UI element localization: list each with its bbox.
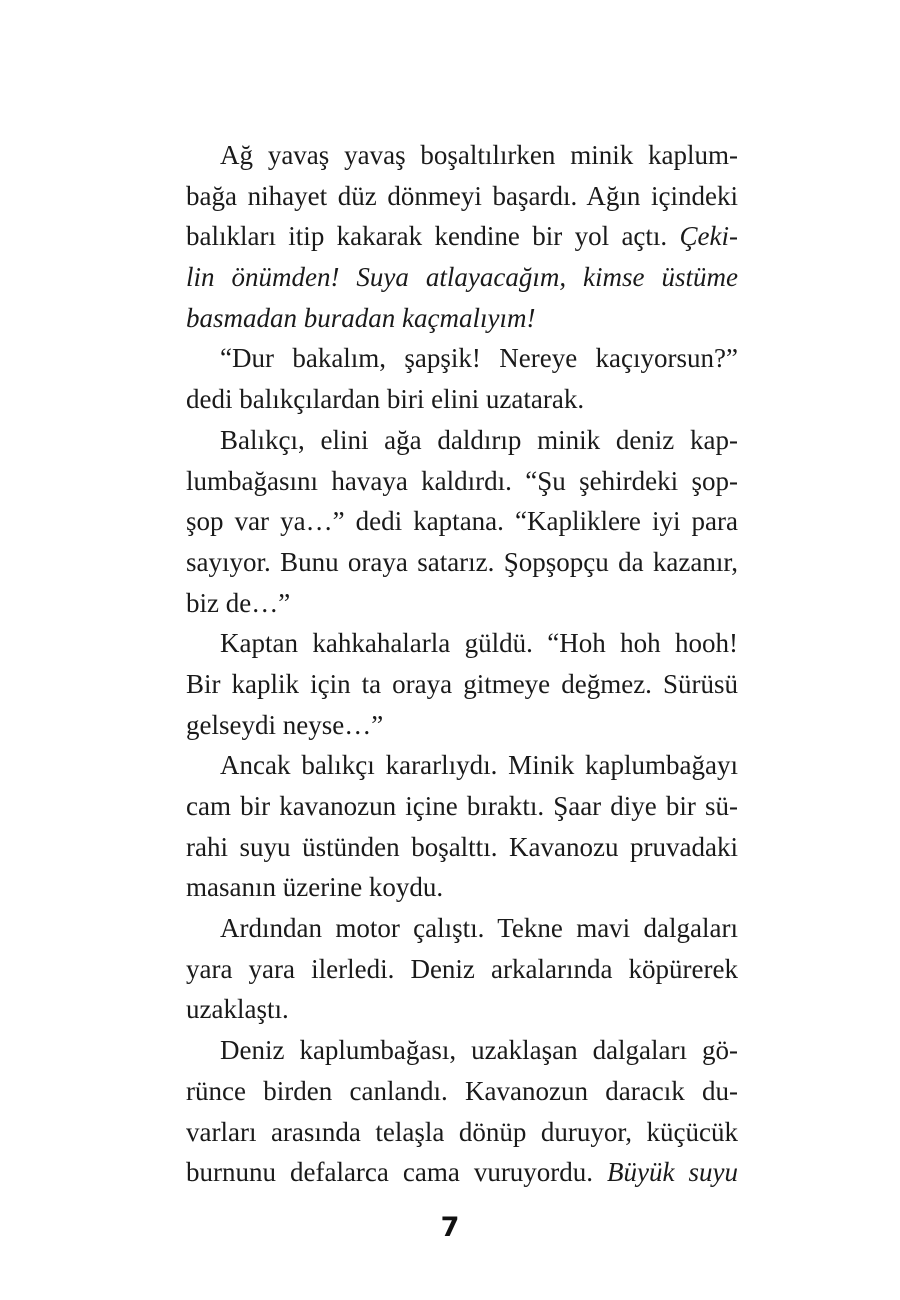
text-segment: varları arasında telaşla dönüp duruyor, küçücük — [186, 1116, 738, 1147]
text-segment: bağa nihayet düz dönmeyi başardı. Ağın içindeki — [186, 180, 738, 211]
text-line — [186, 501, 738, 542]
text-line — [186, 461, 738, 502]
text-segment: Kaptan kahkahalarla güldü. “Hoh hoh hooh! — [220, 628, 738, 659]
text-segment: Bir kaplik için ta oraya gitmeye değmez. Sürüsü — [186, 668, 738, 699]
text-segment: Balıkçı, elini ağa daldırıp minik deniz kap- — [220, 424, 738, 455]
paragraph-first-line — [186, 338, 738, 379]
text-line — [186, 542, 738, 583]
text-line — [186, 989, 738, 1030]
text-line — [186, 949, 738, 990]
italic-text: lin önümden! Suya atlayacağım, kimse üstüme — [186, 262, 738, 293]
text-segment: uzaklaştı. — [186, 994, 289, 1025]
text-line — [186, 379, 738, 420]
text-line — [186, 705, 738, 746]
paragraph-first-line — [186, 745, 738, 786]
text-segment: Ancak balıkçı kararlıydı. Minik kaplumbağayı — [220, 750, 738, 781]
body-text — [186, 135, 738, 1193]
text-segment: balıkları itip kakarak kendine bir yol açtı. — [186, 221, 680, 252]
text-segment: yara yara ilerledi. Deniz arkalarında köpürerek — [186, 953, 738, 984]
paragraph-first-line — [186, 623, 738, 664]
text-segment: Ardından motor çalıştı. Tekne mavi dalgaları — [220, 913, 738, 944]
text-segment: gelseydi neyse…” — [186, 709, 384, 740]
page-number: 7 — [440, 1212, 460, 1243]
text-line — [186, 583, 738, 624]
text-segment: cam bir kavanozun içine bıraktı. Şaar diye bir sü- — [186, 791, 738, 821]
text-segment: rahi suyu üstünden boşalttı. Kavanozu pruvadaki — [186, 831, 738, 862]
text-segment: biz de…” — [186, 587, 291, 618]
paragraph-first-line — [186, 908, 738, 949]
paragraph-first-line — [186, 420, 738, 461]
paragraph-first-line — [186, 135, 738, 176]
text-segment: şop var ya…” dedi kaptana. “Kapliklere iyi para — [186, 506, 738, 537]
text-segment: lumbağasını havaya kaldırdı. “Şu şehirdeki şop- — [186, 465, 738, 496]
text-line — [186, 257, 738, 298]
text-line — [186, 1152, 738, 1193]
text-line — [186, 216, 738, 257]
text-line — [186, 867, 738, 908]
text-line — [186, 1112, 738, 1153]
italic-text: basmadan buradan kaçmalıyım! — [186, 302, 536, 333]
text-line — [186, 1071, 738, 1112]
text-line — [186, 827, 738, 868]
text-line — [186, 664, 738, 705]
text-segment: burnunu defalarca cama vuruyordu. — [186, 1157, 608, 1188]
text-segment: Ağ yavaş yavaş boşaltılırken minik kaplum- — [220, 140, 738, 170]
text-segment: rünce birden canlandı. Kavanozun daracık du- — [186, 1075, 738, 1106]
text-line — [186, 176, 738, 217]
text-segment: dedi balıkçılardan biri elini uzatarak. — [186, 384, 585, 415]
text-segment: Deniz kaplumbağası, uzaklaşan dalgaları gö- — [220, 1035, 738, 1066]
paragraph-first-line — [186, 1030, 738, 1071]
italic-text: Çeki- — [679, 221, 738, 252]
italic-text: Büyük suyu — [607, 1157, 738, 1188]
text-segment: masanın üzerine koydu. — [186, 872, 444, 903]
text-segment: “Dur bakalım, şapşik! Nereye kaçıyorsun?” — [220, 343, 738, 374]
text-segment: sayıyor. Bunu oraya satarız. Şopşopçu da kazanır, — [186, 546, 738, 577]
text-line — [186, 786, 738, 827]
text-line — [186, 298, 738, 339]
